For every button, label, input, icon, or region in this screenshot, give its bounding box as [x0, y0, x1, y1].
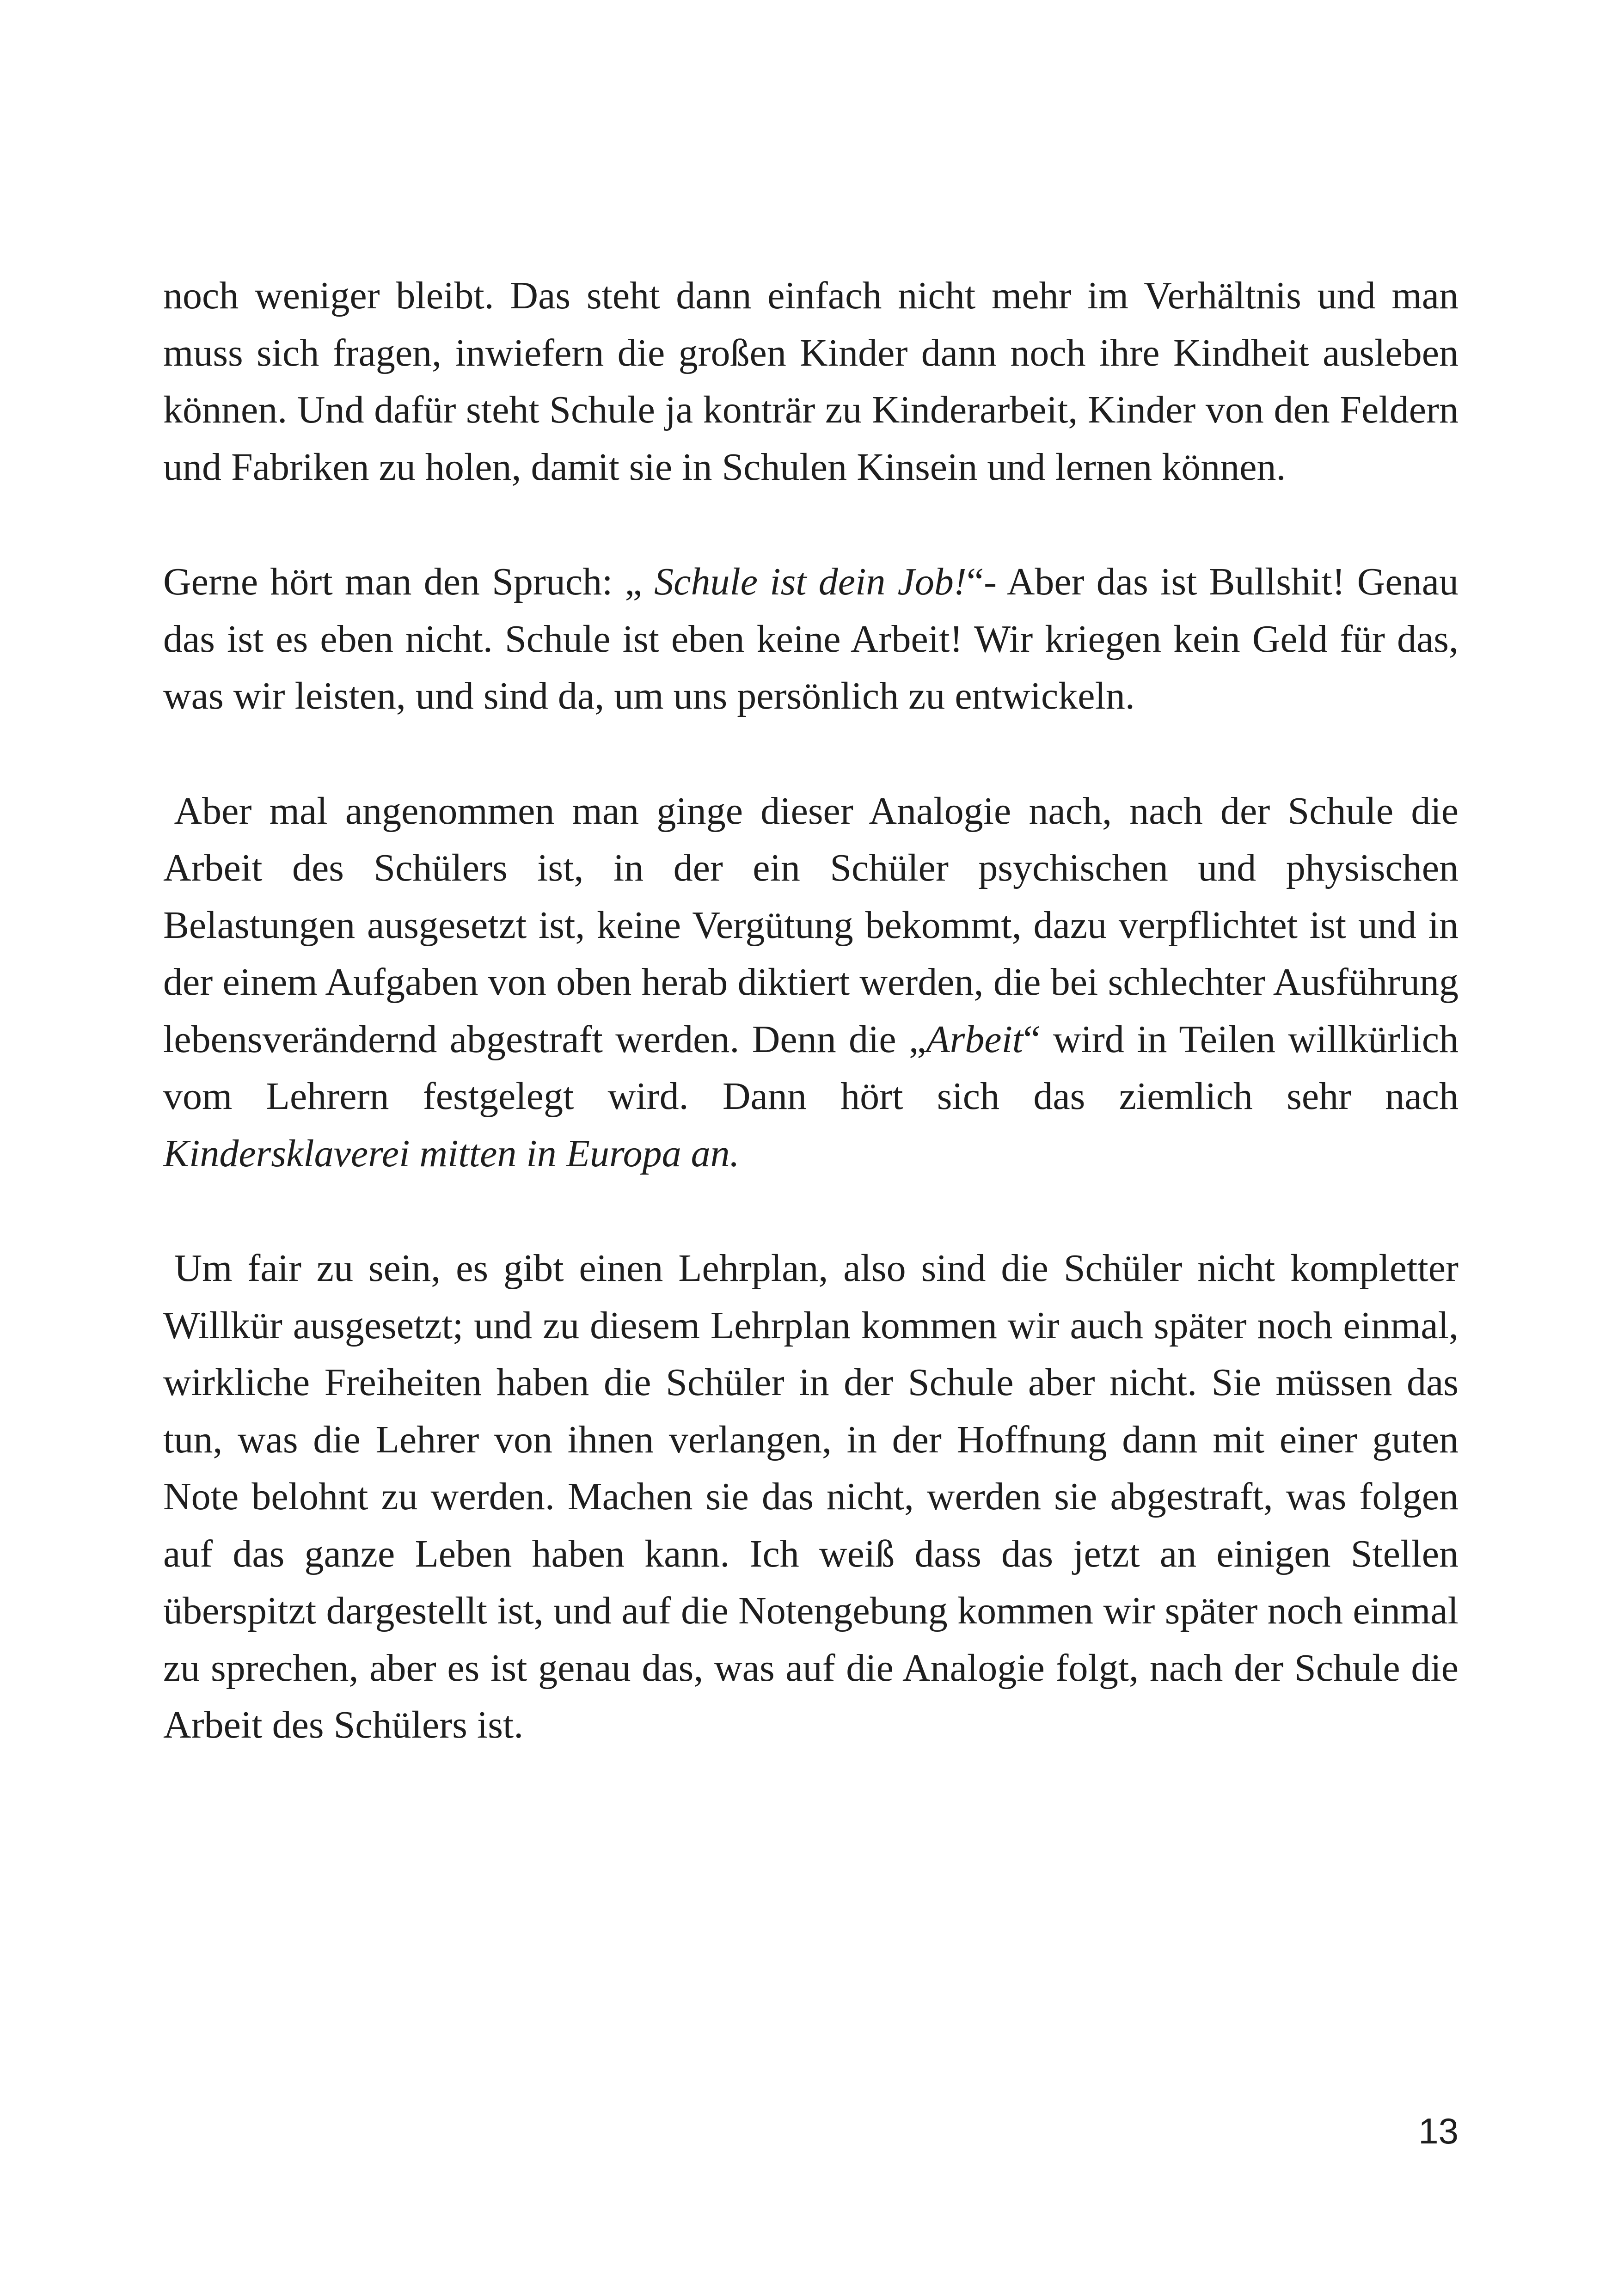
page-number: 13 — [1418, 2111, 1459, 2151]
paragraph-3-text-middle: “ wird in Teilen willkürlich vom Lehrern festgelegt wird. Dann hört sich das ziemlich sehr nach — [163, 1017, 1459, 1118]
paragraph-2-text-lead: Gerne hört man den Spruch: „ — [163, 560, 655, 603]
paragraph-1 — [163, 267, 1459, 496]
paragraph-3-emphasis-arbeit: Arbeit — [926, 1017, 1024, 1061]
paragraph-4-text: Um fair zu sein, es gibt einen Lehrplan, also sind die Schüler nicht kompletter Willkür ausgesetzt; und zu diesem Lehrplan kommen wir auch später noch einmal, wirkliche Freiheiten haben die Schüler in der Schule aber nicht. Sie müssen das tun, was die Lehrer von ihnen verlangen, in der Hoffnung dann mit einer guten Note belohnt zu werden. Machen sie das nicht, werden sie abgestraft, was folgen auf das ganze Leben haben kann. Ich weiß dass das jetzt an einigen Stellen überspitzt dargestellt ist, und auf die Notengebung kommen wir später noch einmal zu sprechen, aber es ist genau das, was auf die Analogie folgt, nach der Schule die Arbeit des Schülers ist. — [163, 1247, 1459, 1746]
body-text — [163, 267, 1459, 1754]
paragraph-4 — [163, 1240, 1459, 1754]
paragraph-3-emphasis-closing: Kindersklaverei mitten in Europa an. — [163, 1132, 740, 1175]
paragraph-3 — [163, 783, 1459, 1182]
paragraph-1-text: noch weniger bleibt. Das steht dann einfach nicht mehr im Verhältnis und man muss sich fragen, inwiefern die großen Kinder dann noch ihre Kindheit ausleben können. Und dafür steht Schule ja konträr zu Kinderarbeit, Kinder von den Feldern und Fabriken zu holen, damit sie in Schulen Kinsein und lernen können. — [163, 274, 1459, 489]
paragraph-2 — [163, 553, 1459, 725]
paragraph-2-text-rest: “- Aber das ist Bullshit! Genau das ist es eben nicht. Schule ist eben keine Arbeit! Wir kriegen kein Geld für das, was wir leisten, und sind da, um uns persönlich zu entwickeln. — [163, 560, 1459, 717]
paragraph-2-quote: Schule ist dein Job! — [654, 560, 967, 603]
paragraph-3-text-lead: Aber mal angenommen man ginge dieser Analogie nach, nach der Schule die Arbeit des Schülers ist, in der ein Schüler psychischen und physischen Belastungen ausgesetzt ist, keine Vergütung bekommt, dazu verpflichtet ist und in der einem Aufgaben von oben herab diktiert werden, die bei schlechter Ausführung lebensverändernd abgestraft werden. Denn die „ — [163, 789, 1459, 1061]
